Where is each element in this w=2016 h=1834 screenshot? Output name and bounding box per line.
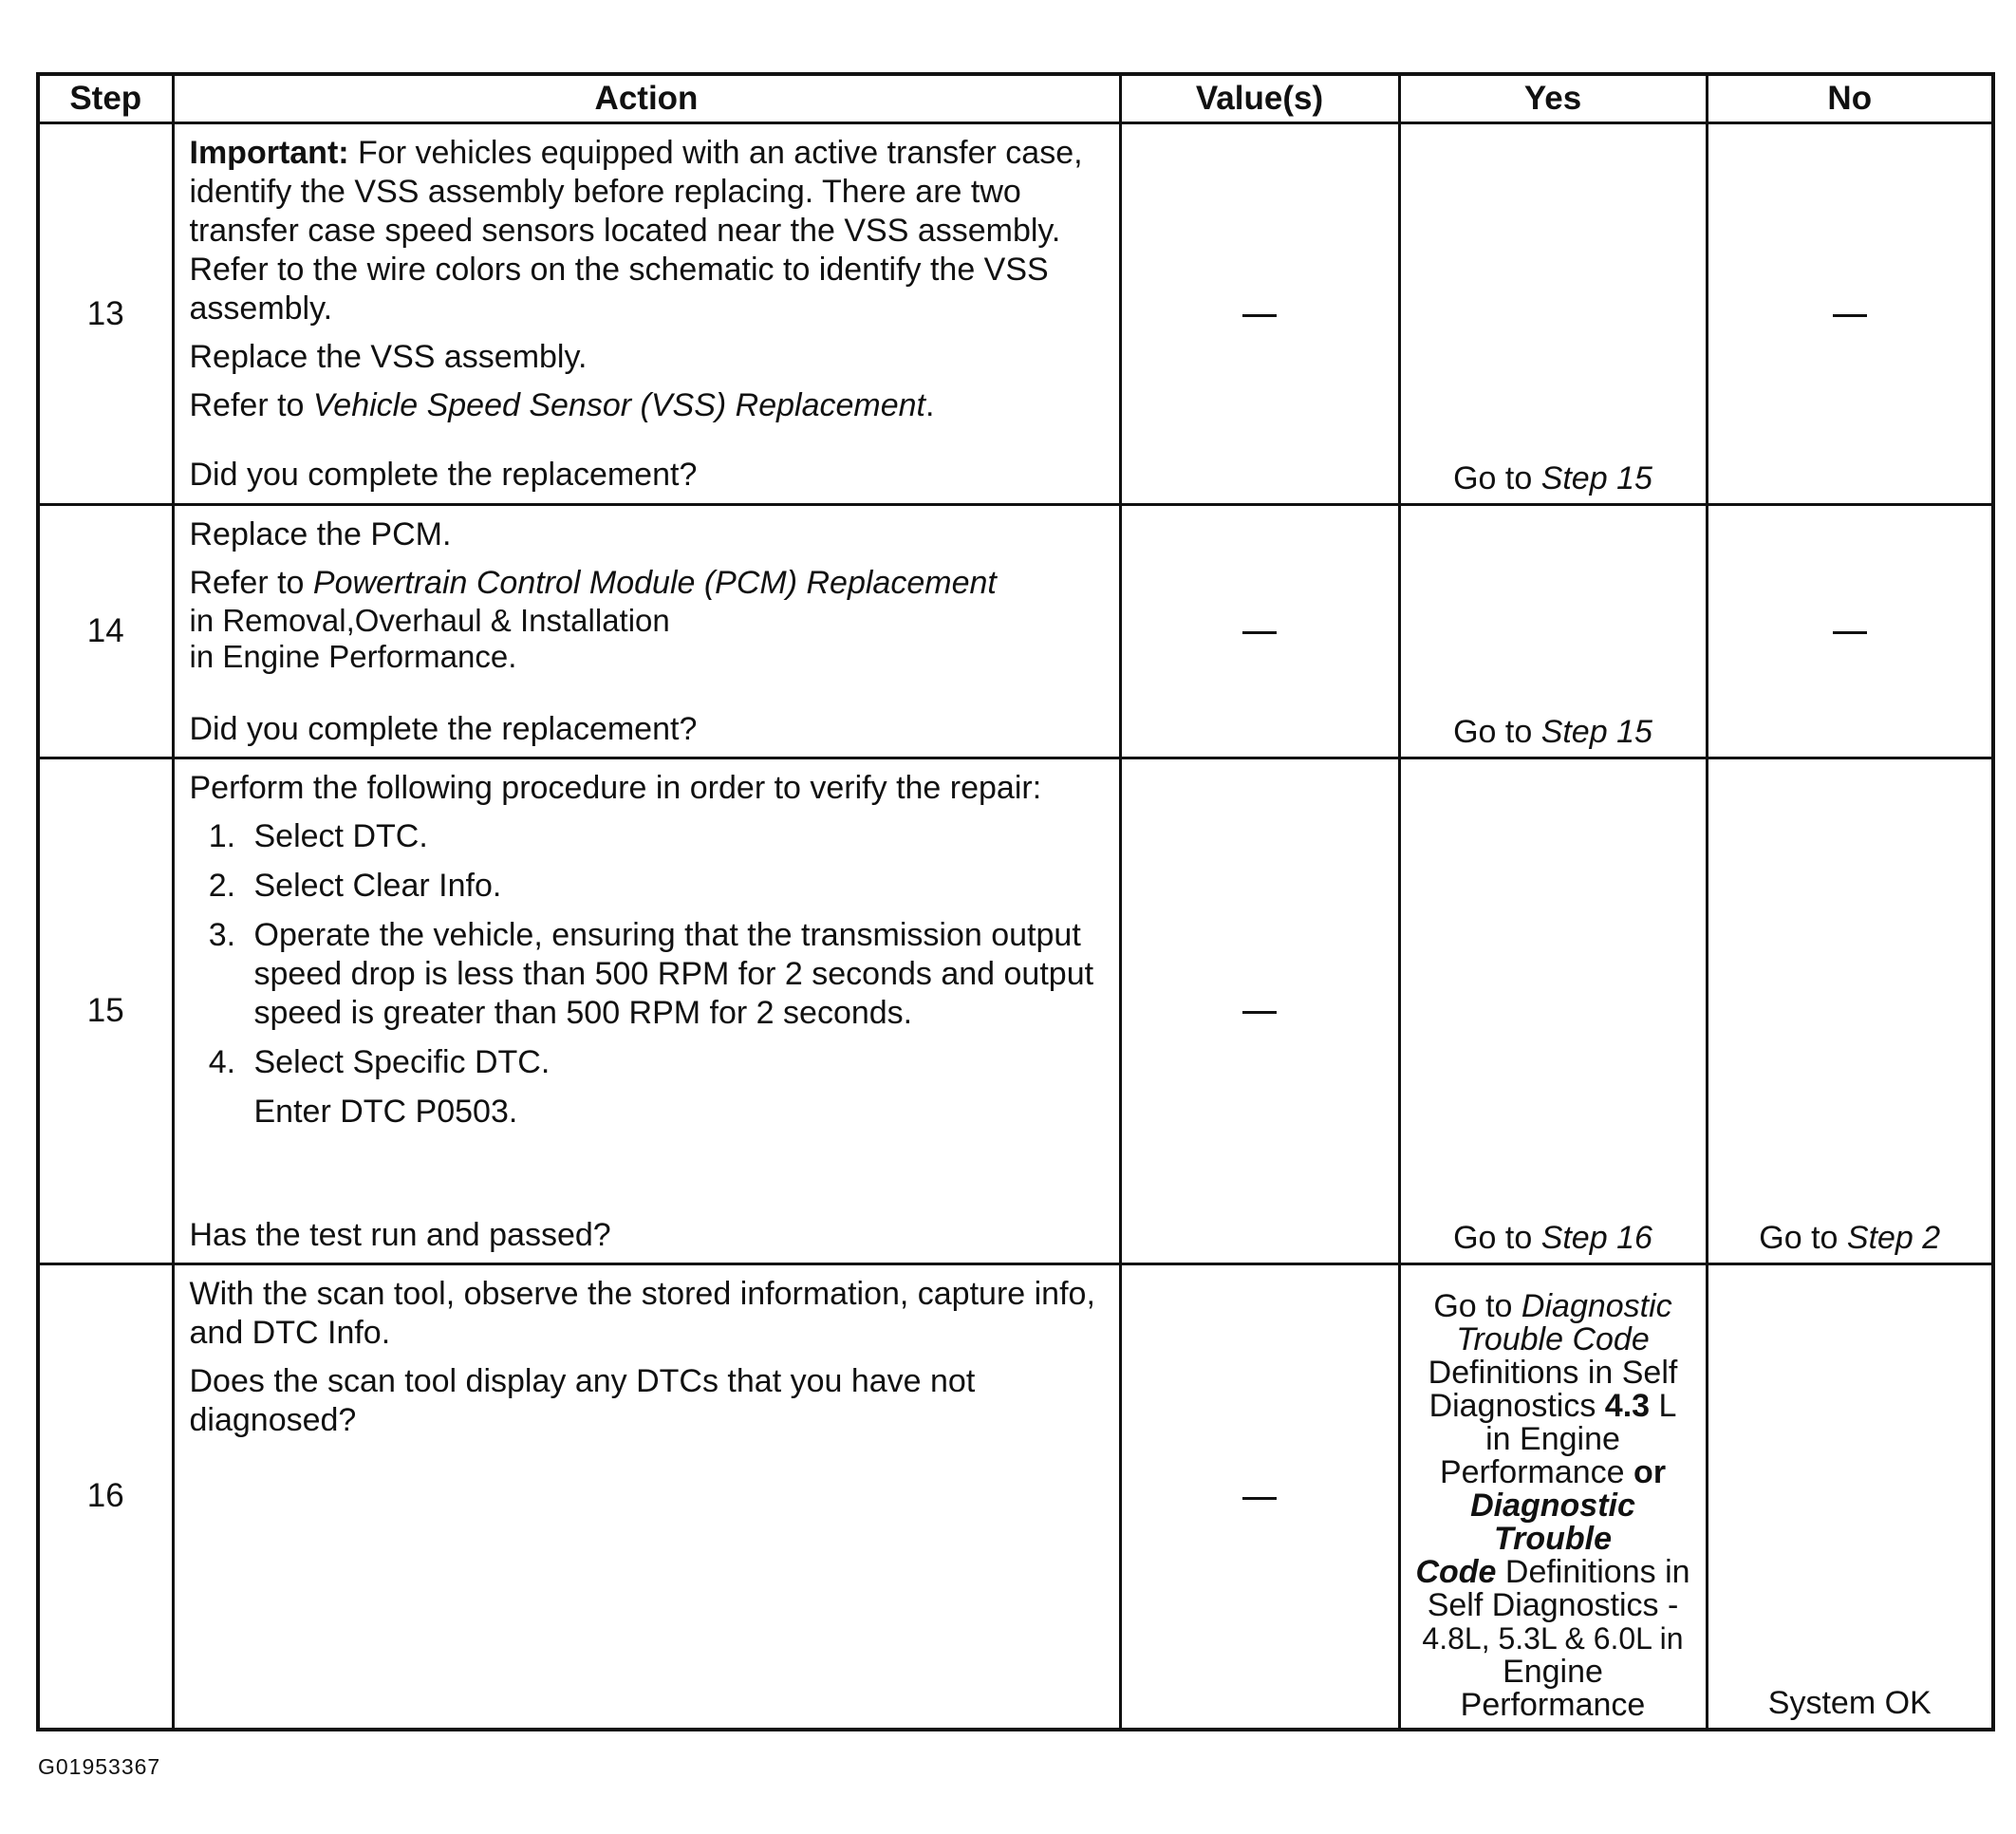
action-cell bbox=[173, 758, 1120, 1264]
important-label: Important: bbox=[189, 135, 349, 171]
refer-instruction bbox=[190, 564, 1108, 603]
yes-line bbox=[1409, 1320, 1698, 1357]
no-cell: System OK bbox=[1707, 1264, 1993, 1730]
yes-line: Performance bbox=[1460, 1686, 1646, 1723]
dash-mark bbox=[1242, 1497, 1277, 1500]
step-number: 15 bbox=[38, 758, 173, 1264]
dtc-reference-cont: Trouble Code bbox=[1456, 1320, 1650, 1357]
dash-mark bbox=[1242, 631, 1277, 634]
no-cell bbox=[1707, 505, 1993, 758]
step-number: 16 bbox=[38, 1264, 173, 1730]
refer-suffix: . bbox=[924, 387, 935, 423]
replace-instruction: Replace the PCM. bbox=[189, 516, 452, 552]
enter-dtc-line: Enter DTC P0503. bbox=[253, 1094, 518, 1130]
yes-cell bbox=[1399, 123, 1707, 505]
no-cell bbox=[1707, 758, 1993, 1264]
yes-line bbox=[1409, 1387, 1698, 1424]
yes-prefix: Go to bbox=[1453, 1220, 1541, 1256]
refer-prefix: Refer to bbox=[189, 565, 313, 601]
yes-cell bbox=[1399, 505, 1707, 758]
list-item: 3. Operate the vehicle, ensuring that the transmission output speed drop is less than 500 RPM for 2 seconds and output speed is greater than 500 RPM for 2 seconds. bbox=[245, 916, 1108, 1033]
yes-cell bbox=[1399, 1264, 1707, 1730]
header-step: Step bbox=[38, 74, 173, 123]
yes-go-to-line bbox=[1409, 1287, 1698, 1324]
dash-mark bbox=[1242, 1011, 1277, 1014]
step-number: 13 bbox=[38, 123, 173, 505]
value-cell bbox=[1120, 123, 1399, 505]
dash-mark bbox=[1833, 631, 1867, 634]
figure-id: G01953367 bbox=[38, 1754, 161, 1779]
diag-label: Diagnostics bbox=[1428, 1387, 1605, 1424]
table-row-step-14 bbox=[38, 505, 1993, 758]
action-cell bbox=[173, 1264, 1120, 1730]
location-line-1: in Removal,Overhaul & Installation bbox=[189, 603, 670, 638]
procedure-list bbox=[190, 817, 1108, 1082]
location-line-2: in Engine Performance. bbox=[189, 639, 517, 674]
value-cell bbox=[1120, 758, 1399, 1264]
step-number: 14 bbox=[38, 505, 173, 758]
engine-size: 4.3 bbox=[1604, 1387, 1651, 1424]
header-no: No bbox=[1707, 74, 1993, 123]
question-text: Did you complete the replacement? bbox=[189, 711, 698, 747]
yes-line: Definitions in Self bbox=[1428, 1354, 1678, 1391]
performance-label: Performance bbox=[1439, 1453, 1634, 1490]
refer-instruction bbox=[190, 386, 1108, 425]
header-yes: Yes bbox=[1399, 74, 1707, 123]
replace-instruction: Replace the VSS assembly. bbox=[189, 339, 588, 375]
question-text: Does the scan tool display any DTCs that you have not diagnosed? bbox=[189, 1363, 976, 1438]
header-row bbox=[38, 74, 1993, 123]
yes-prefix: Go to bbox=[1453, 714, 1541, 750]
engine-unit: L bbox=[1650, 1387, 1677, 1424]
yes-line: Self Diagnostics - bbox=[1427, 1586, 1679, 1623]
header-values: Value(s) bbox=[1120, 74, 1399, 123]
table-row-step-13 bbox=[38, 123, 1993, 505]
list-item: 4. Select Specific DTC. bbox=[245, 1043, 1108, 1082]
header-action: Action bbox=[173, 74, 1120, 123]
question-text: Has the test run and passed? bbox=[189, 1217, 611, 1253]
yes-step-link: Step 15 bbox=[1540, 714, 1652, 750]
procedure-intro: With the scan tool, observe the stored information, capture info, and DTC Info. bbox=[189, 1276, 1095, 1351]
yes-go-to: Go to bbox=[1433, 1287, 1521, 1324]
yes-line: 4.8L, 5.3L & 6.0L in bbox=[1422, 1620, 1684, 1656]
yes-line bbox=[1409, 1453, 1698, 1490]
list-item: 2. Select Clear Info. bbox=[245, 867, 1108, 906]
yes-step-link: Step 15 bbox=[1540, 460, 1652, 496]
list-item: 1. Select DTC. bbox=[245, 817, 1108, 856]
value-cell bbox=[1120, 505, 1399, 758]
no-prefix: Go to bbox=[1759, 1220, 1847, 1256]
value-cell bbox=[1120, 1264, 1399, 1730]
action-cell bbox=[173, 123, 1120, 505]
dash-mark bbox=[1833, 314, 1867, 317]
yes-line: Engine bbox=[1503, 1653, 1603, 1690]
no-cell bbox=[1707, 123, 1993, 505]
question-text: Did you complete the replacement? bbox=[189, 457, 698, 493]
yes-prefix: Go to bbox=[1453, 460, 1541, 496]
yes-line: in Engine bbox=[1485, 1420, 1620, 1457]
procedure-reference: Vehicle Speed Sensor (VSS) Replacement bbox=[312, 387, 925, 423]
definitions-label: Definitions in bbox=[1496, 1553, 1690, 1590]
important-text: For vehicles equipped with an active transfer case, identify the VSS assembly before replacing. There are two transfer case speed sensors located near the VSS assembly. Refer to the wire colors on the schematic to identify the VSS assembly. bbox=[189, 135, 1083, 327]
yes-line bbox=[1409, 1553, 1698, 1590]
no-step-link: Step 2 bbox=[1846, 1220, 1941, 1256]
yes-step-link: Step 16 bbox=[1540, 1220, 1652, 1256]
table-row-step-16 bbox=[38, 1264, 1993, 1730]
procedure-reference: Powertrain Control Module (PCM) Replacement bbox=[312, 565, 997, 601]
dash-mark bbox=[1242, 314, 1277, 317]
yes-cell bbox=[1399, 758, 1707, 1264]
dtc-reference: Diagnostic bbox=[1521, 1287, 1672, 1324]
procedure-intro: Perform the following procedure in order to verify the repair: bbox=[189, 770, 1042, 806]
important-note bbox=[190, 134, 1108, 328]
refer-prefix: Refer to bbox=[189, 387, 313, 423]
table-row-step-15 bbox=[38, 758, 1993, 1264]
dtc-reference-bold: Code bbox=[1415, 1553, 1497, 1590]
action-cell bbox=[173, 505, 1120, 758]
or-word: or bbox=[1633, 1453, 1667, 1490]
yes-line: Diagnostic Trouble bbox=[1470, 1487, 1635, 1557]
diagnostic-table bbox=[36, 72, 1995, 1731]
